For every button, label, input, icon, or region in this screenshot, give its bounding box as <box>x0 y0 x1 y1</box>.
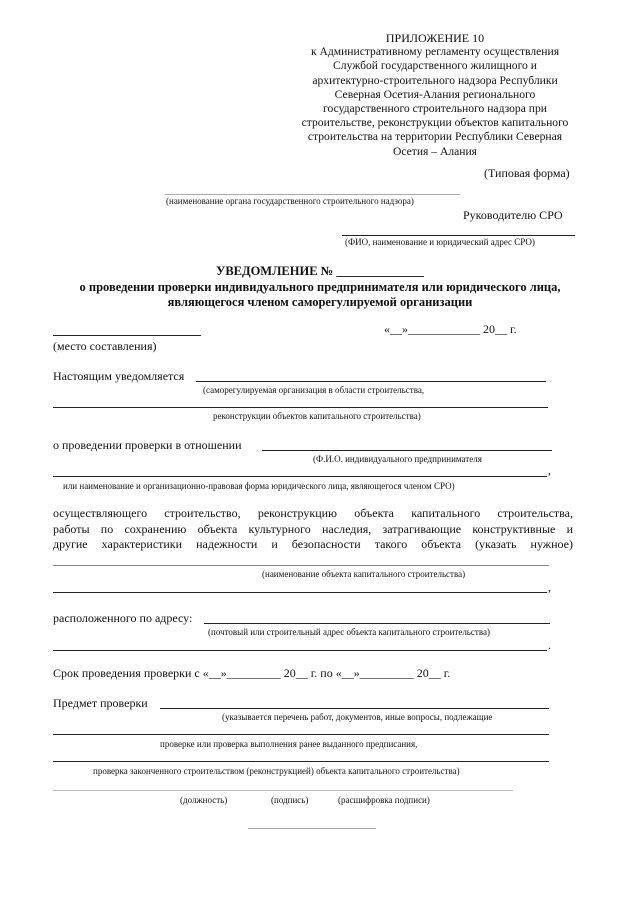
subject-hint-2: или наименование и организационно-правовая форма юридического лица, являющегося членом СРО) <box>63 481 455 491</box>
appendix-line: государственного строительного надзора при <box>323 102 547 116</box>
appendix-line: строительства на территории Республики Северная <box>307 130 563 144</box>
activity-paragraph <box>53 506 573 553</box>
appendix-line: Службой государственного жилищного и <box>333 59 537 73</box>
authority-line[interactable] <box>165 194 460 195</box>
notice-subheading: о проведении проверки индивидуального предпринимателя или юридического лица, <box>79 280 561 294</box>
footer-divider <box>248 828 376 829</box>
object-hint: (наименование объекта капитального строительства) <box>262 569 466 579</box>
subject-line-2[interactable] <box>53 476 547 477</box>
authority-hint: (наименование органа государственного строительного надзора) <box>166 196 414 206</box>
notice-subheading-2: являющегося членом саморегулируемой организации <box>167 295 473 309</box>
sro-hint: (саморегулируемая организация в области строительства, <box>203 385 425 395</box>
matter-label: Предмет проверки <box>53 696 148 710</box>
appendix-title: ПРИЛОЖЕНИЕ 10 <box>385 31 485 45</box>
form-type-label: (Типовая форма) <box>484 166 570 180</box>
address-line-2[interactable] <box>53 650 547 651</box>
object-line-2[interactable] <box>53 592 547 593</box>
matter-line[interactable] <box>160 708 549 709</box>
signature-line[interactable] <box>53 790 513 791</box>
place-line[interactable] <box>53 335 201 336</box>
matter-line-3[interactable] <box>53 761 549 762</box>
appendix-line: архитектурно-строительного надзора Республики <box>312 73 558 87</box>
address-hint: (почтовый или строительный адрес объекта капитального строительства) <box>208 627 490 637</box>
appendix-line: Северная Осетия-Алания регионального <box>334 87 536 101</box>
addressee-hint: (ФИО, наименование и юридический адрес СРО) <box>345 237 535 247</box>
check-period[interactable]: Срок проведения проверки с «__»_________ 20__ г. по «__»_________ 20__ г. <box>53 666 451 680</box>
addressee-label: Руководителю СРО <box>463 208 563 222</box>
address-label: расположенного по адресу: <box>53 611 193 625</box>
activity-line: работы по сохранению объекта культурного наследия, затрагивающие конструктивные и <box>53 521 573 536</box>
signature-sign-hint: (подпись) <box>271 795 309 805</box>
subject-comma: , <box>548 463 551 477</box>
appendix-line: строительстве, реконструкции объектов капитального <box>301 116 569 130</box>
subject-line[interactable] <box>262 450 552 451</box>
matter-hint-3: проверка законченного строительством (реконструкцией) объекта капитального строительства) <box>93 766 460 776</box>
matter-line-2[interactable] <box>53 734 549 735</box>
sro-line-2[interactable] <box>53 407 548 408</box>
object-comma: , <box>548 580 551 594</box>
object-line[interactable] <box>53 565 549 566</box>
sro-hint-2: реконструкции объектов капитального строительства) <box>213 411 421 421</box>
matter-hint: (указывается перечень работ, документов, иные вопросы, подлежащие <box>222 712 493 722</box>
appendix-line: к Административному регламенту осуществления <box>310 45 560 59</box>
signature-decode-hint: (расшифровка подписи) <box>338 795 430 805</box>
place-hint: (место составления) <box>53 339 157 353</box>
notice-heading: УВЕДОМЛЕНИЕ № ______________ <box>216 264 424 278</box>
check-subject-label: о проведении проверки в отношении <box>53 438 242 452</box>
address-line[interactable] <box>204 623 550 624</box>
matter-hint-2: проверке или проверка выполнения ранее выданного предписания, <box>160 739 418 749</box>
activity-line: другие характеристики надежности и безопасности такого объекта (указать нужное) <box>53 537 573 552</box>
address-end: . <box>548 638 551 652</box>
appendix-block <box>270 31 600 159</box>
signature-position-hint: (должность) <box>180 795 228 805</box>
addressee-line[interactable] <box>342 235 575 236</box>
notify-label: Настоящим уведомляется <box>53 369 185 383</box>
activity-line: осуществляющего строительство, реконструкцию объекта капитального строительства, <box>53 506 573 520</box>
sro-line[interactable] <box>196 381 546 382</box>
appendix-line: Осетия – Алания <box>392 144 478 158</box>
date-field[interactable]: «__»____________ 20__ г. <box>384 322 517 336</box>
subject-hint: (Ф.И.О. индивидуального предпринимателя <box>313 454 482 464</box>
